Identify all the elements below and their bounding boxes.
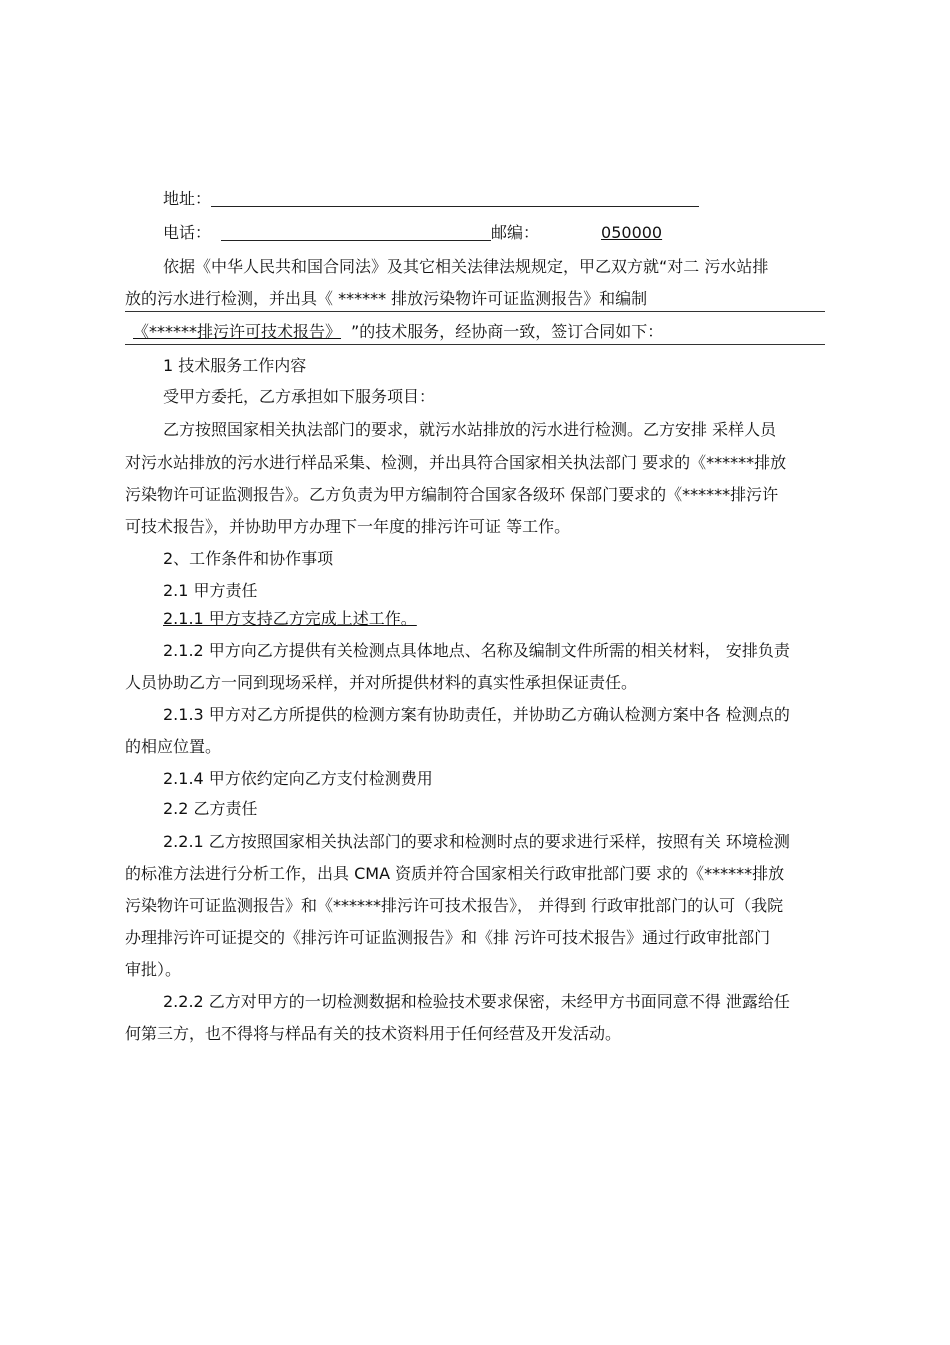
item-2-1-1-text: 2.1.1 甲方支持乙方完成上述工作。 — [163, 609, 417, 628]
item-2-2-1-line-5: 审批）。 — [125, 960, 182, 979]
address-row — [163, 183, 825, 215]
item-2-1-4: 2.1.4 甲方依约定向乙方支付检测费用 — [163, 769, 433, 788]
postcode-value: 050000 — [601, 223, 663, 242]
item-2-2-1-line-2: 的标准方法进行分析工作，出具 CMA 资质并符合国家相关行政审批部门要 求的《******排放 — [125, 864, 785, 883]
item-2-2-2-line-2: 何第三方，也不得将与样品有关的技术资料用于任何经营及开发活动。 — [125, 1024, 622, 1043]
section1-body-line-1: 乙方按照国家相关执法部门的要求，就污水站排放的污水进行检测。乙方安排 采样人员 — [163, 420, 777, 439]
address-label: 地址： — [163, 189, 212, 208]
intro-line-2: 放的污水进行检测，并出具《 ****** 排放污染物许可证监测报告》和编制 — [125, 289, 648, 308]
section1-body-line-2: 对污水站排放的污水进行样品采集、检测，并出具符合国家相关执法部门 要求的《******排放 — [125, 453, 787, 472]
item-2-1-3-line-2: 的相应位置。 — [125, 737, 222, 756]
item-2-2-2-line-1: 2.2.2 乙方对甲方的一切检测数据和检验技术要求保密，未经甲方书面同意不得 泄露给任 — [163, 992, 790, 1011]
report-title-underlined: 《******排污许可技术报告》 — [133, 322, 342, 341]
section2-title: 2、工作条件和协作事项 — [163, 549, 334, 568]
postcode-label: 邮编： — [491, 223, 540, 242]
phone-blank — [221, 224, 491, 241]
intro-line-3-rest: ”的技术服务，经协商一致，签订合同如下： — [351, 322, 664, 341]
item-2-1-1 — [163, 603, 825, 635]
phone-label: 电话： — [163, 223, 212, 242]
intro-rule-2 — [125, 344, 825, 345]
intro-line-1: 依据《中华人民共和国合同法》及其它相关法律法规规定，甲乙双方就“对二 污水站排 — [163, 257, 769, 276]
section1-body-line-3: 污染物许可证监测报告》。乙方负责为甲方编制符合国家各级环 保部门要求的《******排污许 — [125, 485, 779, 504]
item-2-2-1-line-4: 办理排污许可证提交的《排污许可证监测报告》和《排 污许可技术报告》通过行政审批部门 — [125, 928, 771, 947]
section1-subtitle: 受甲方委托，乙方承担如下服务项目： — [163, 387, 436, 406]
item-2-2-1-line-1: 2.2.1 乙方按照国家相关执法部门的要求和检测时点的要求进行采样，按照有关 环境检测 — [163, 832, 790, 851]
section2-2-title: 2.2 乙方责任 — [163, 799, 258, 818]
phone-row — [163, 217, 825, 249]
section2-1-title: 2.1 甲方责任 — [163, 581, 258, 600]
section1-title: 1 技术服务工作内容 — [163, 356, 307, 375]
item-2-1-2-line-2: 人员协助乙方一同到现场采样，并对所提供材料的真实性承担保证责任。 — [125, 673, 638, 692]
section1-body-line-4: 可技术报告》，并协助甲方办理下一年度的排污许可证 等工作。 — [125, 517, 571, 536]
item-2-1-2-line-1: 2.1.2 甲方向乙方提供有关检测点具体地点、名称及编制文件所需的相关材料， 安排负责 — [163, 641, 790, 660]
item-2-2-1-line-3: 污染物许可证监测报告》和《******排污许可技术报告》， 并得到 行政审批部门的认可（我院 — [125, 896, 784, 915]
address-blank — [211, 190, 699, 207]
item-2-1-3-line-1: 2.1.3 甲方对乙方所提供的检测方案有协助责任，并协助乙方确认检测方案中各 检测点的 — [163, 705, 790, 724]
intro-rule-1 — [125, 311, 825, 312]
